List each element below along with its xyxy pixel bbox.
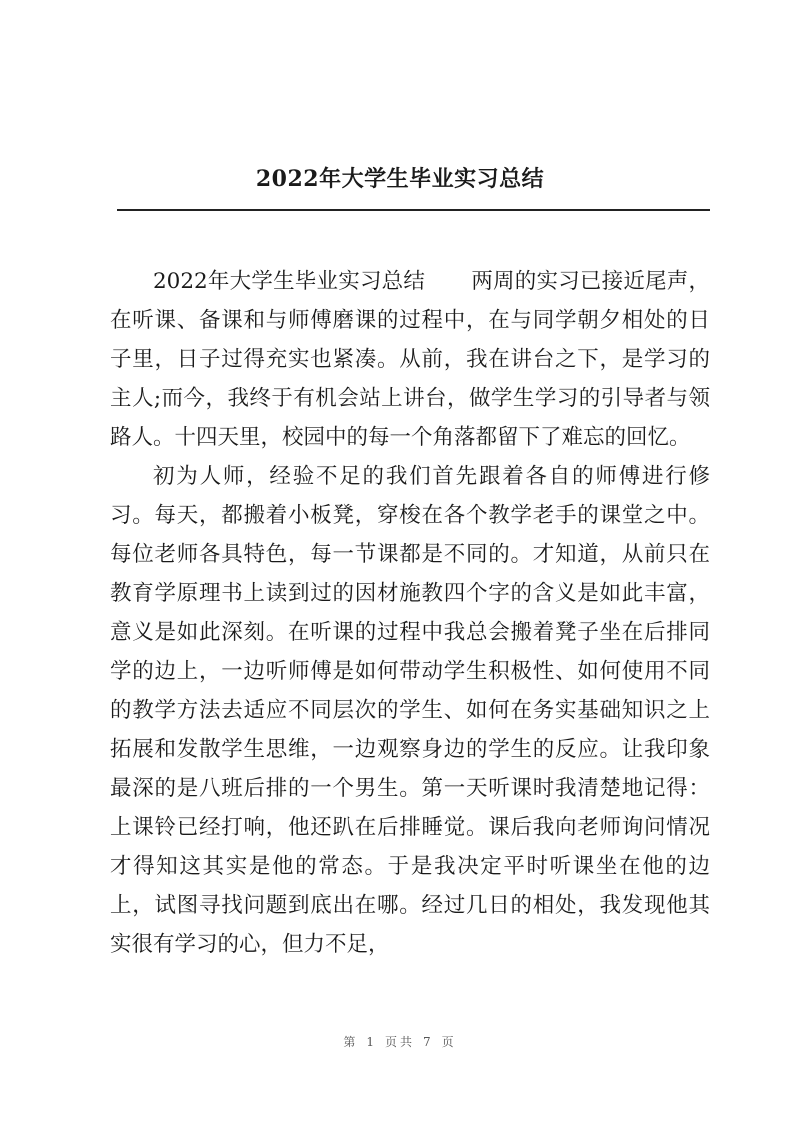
paragraph-2 (110, 457, 710, 964)
paragraph-text: 两周的实习已接近尾声，在听课、备课和与师傅磨课的过程中，在与同学朝夕相处的日子里，日子过得充实也紧凑。从前，我在讲台之下，是学习的主人;而今，我终于有机会站上讲台，做学生学习的引导者与领路人。十四天里，校园中的每一个角落都留下了难忘的回忆。 (110, 269, 710, 450)
paragraph-lead: 2022年大学生毕业实习总结 (153, 269, 426, 294)
footer-page-total: 7 (423, 1035, 434, 1049)
title-underline (117, 209, 710, 211)
page-footer (0, 1033, 800, 1050)
document-title: 2022年大学生毕业实习总结 (255, 166, 545, 192)
document-body (110, 262, 710, 964)
paragraph-1 (110, 262, 710, 457)
footer-page-current: 1 (366, 1035, 377, 1049)
footer-prefix: 第 (343, 1035, 359, 1049)
footer-middle: 页共 (384, 1035, 415, 1049)
paragraph-text: 初为人师，经验不足的我们首先跟着各自的师傅进行修习。每天，都搬着小板凳，穿梭在各个教学老手的课堂之中。每位老师各具特色，每一节课都是不同的。才知道，从前只在教育学原理书上读到过的因材施教四个字的含义是如此丰富，意义是如此深刻。在听课的过程中我总会搬着凳子坐在后排同学的边上，一边听师傅是如何带动学生积极性、如何使用不同的教学方法去适应不同层次的学生、如何在务实基础知识之上拓展和发散学生思维，一边观察身边的学生的反应。让我印象最深的是八班后排的一个男生。第一天听课时我清楚地记得：上课铃已经打响，他还趴在后排睡觉。课后我向老师询问情况才得知这其实是他的常态。于是我决定平时听课坐在他的边上，试图寻找问题到底出在哪。经过几日的相处，我发现他其实很有学习的心，但力不足， (110, 464, 710, 957)
footer-suffix: 页 (441, 1035, 457, 1049)
